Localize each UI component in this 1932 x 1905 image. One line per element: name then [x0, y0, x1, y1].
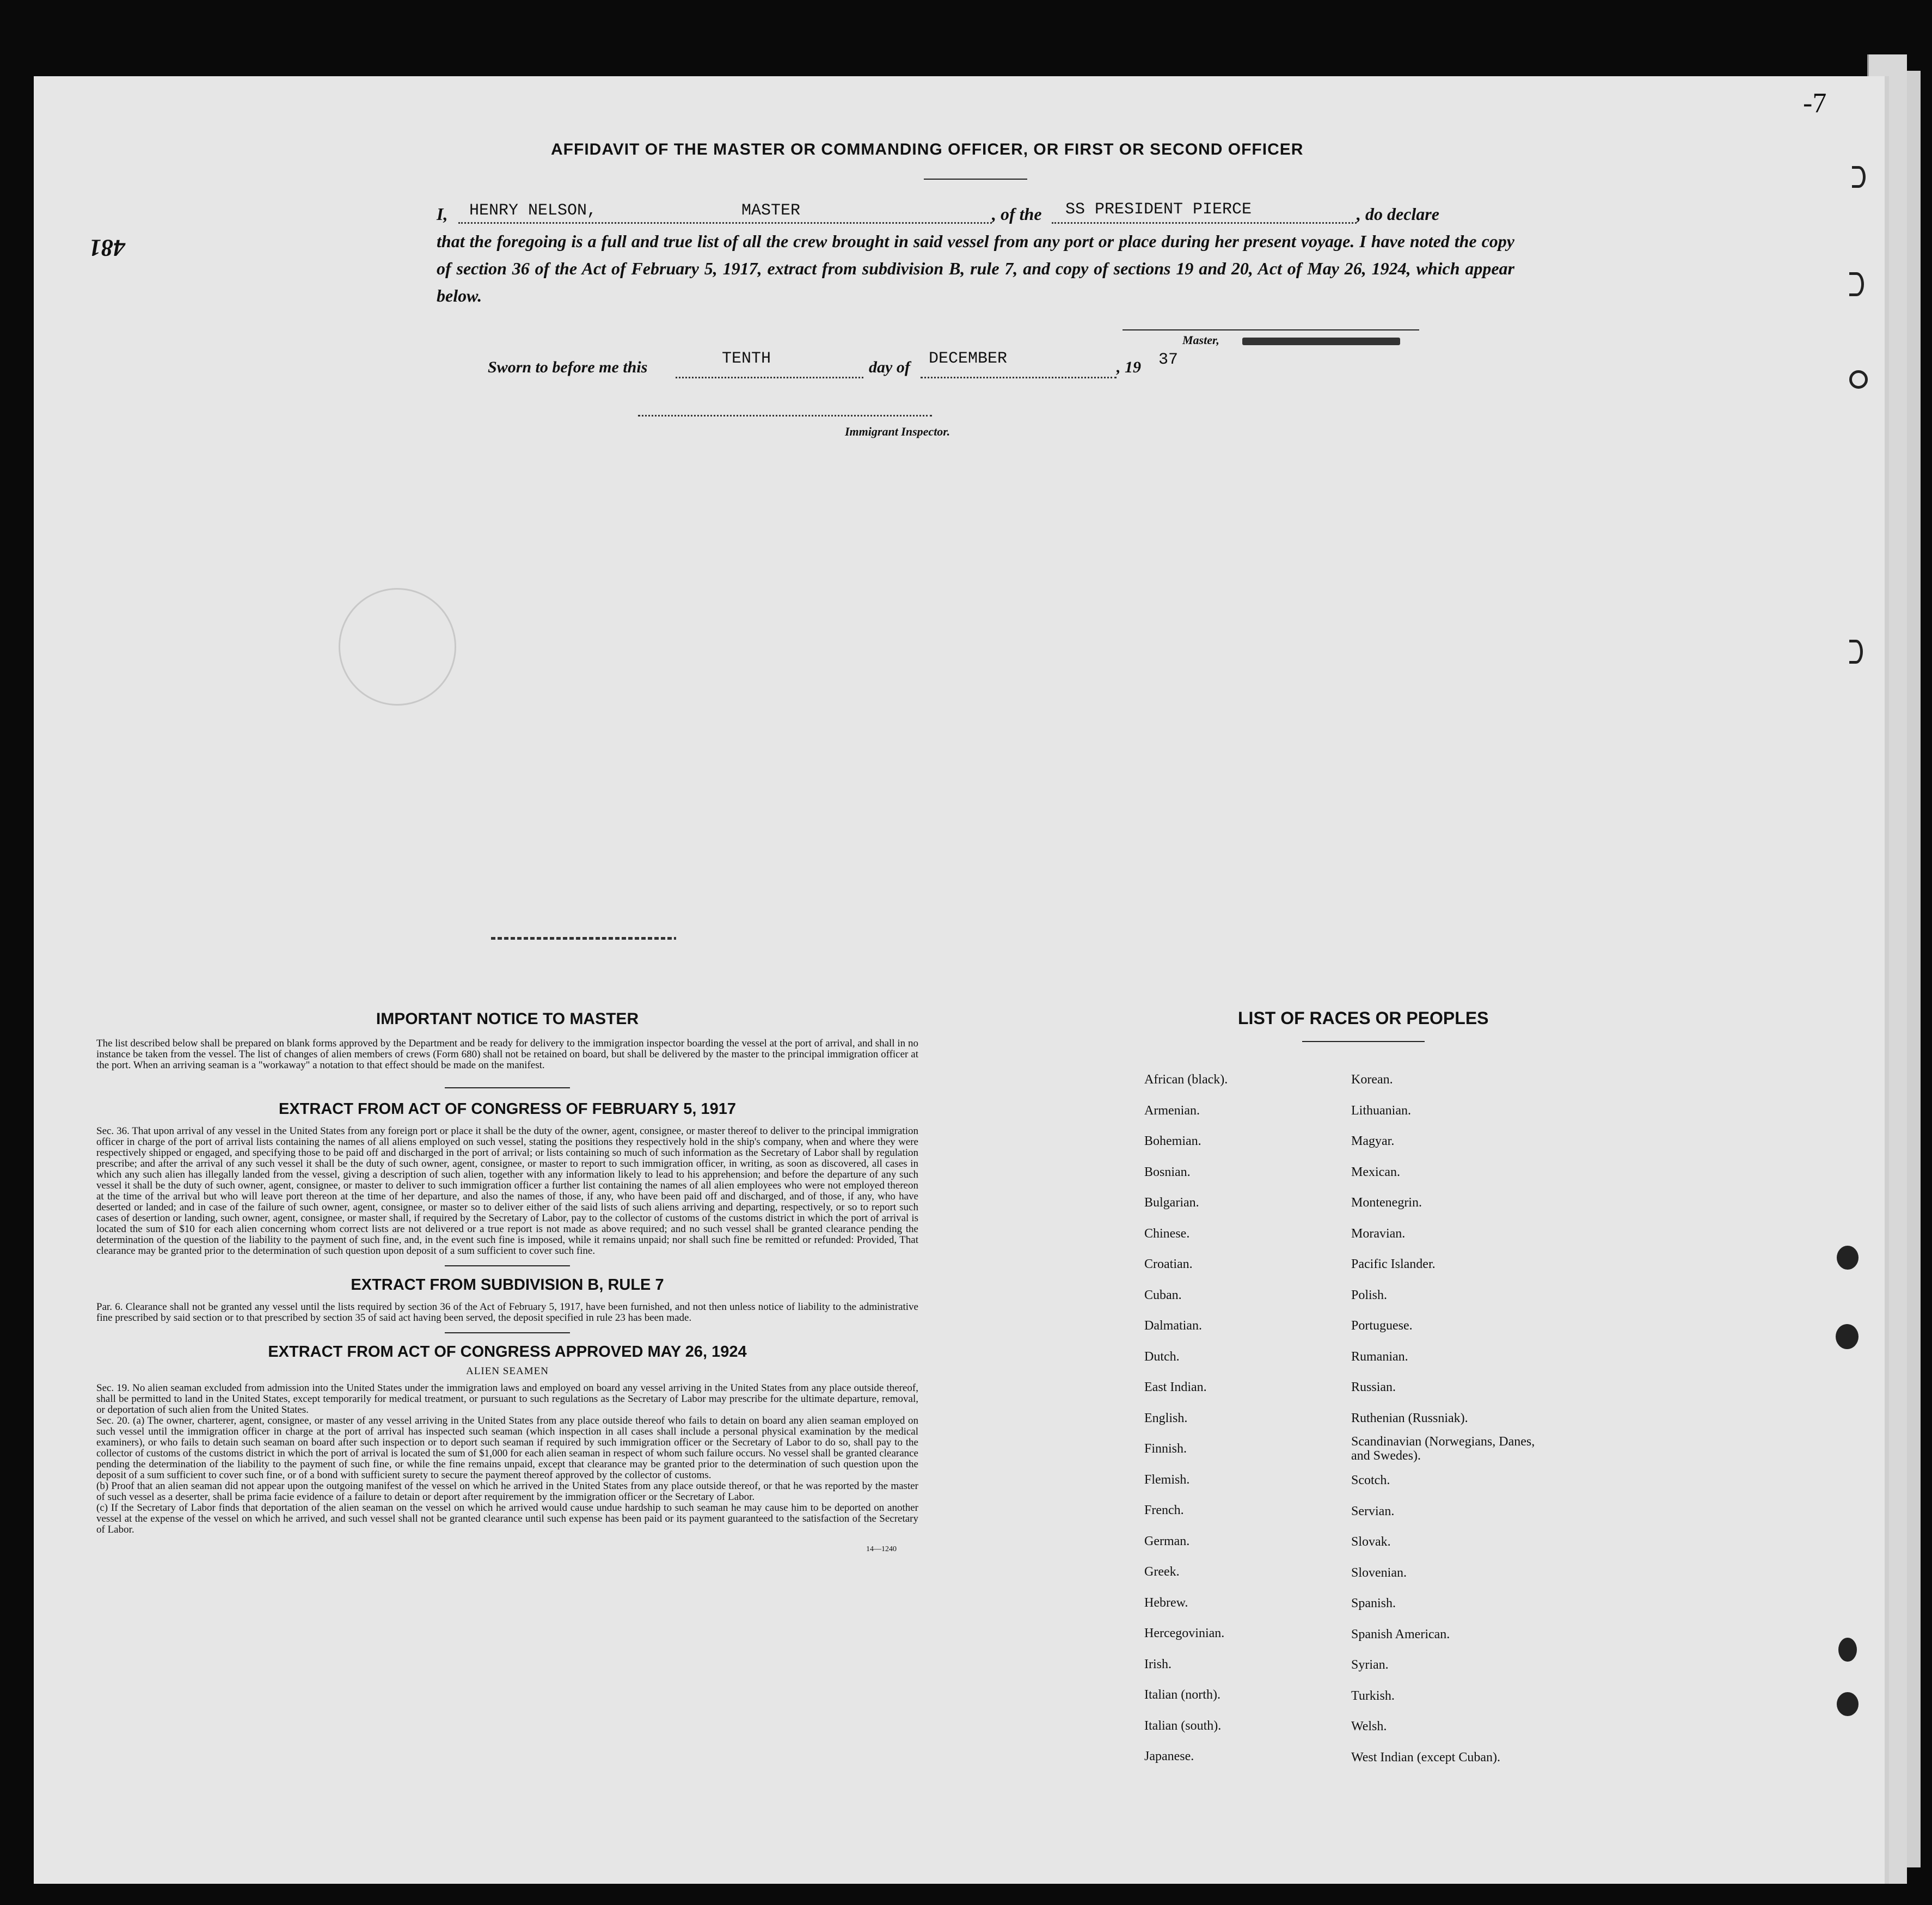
of-the-label: , of the — [992, 204, 1042, 224]
race-item: Bosnian. — [1144, 1165, 1191, 1179]
race-item: Japanese. — [1144, 1749, 1194, 1763]
race-item: Montenegrin. — [1351, 1196, 1422, 1210]
races-left-column — [1144, 1064, 1362, 1772]
race-item: Scotch. — [1351, 1473, 1390, 1487]
race-item: African (black). — [1144, 1073, 1228, 1087]
sworn-year: 37 — [1158, 351, 1179, 369]
race-item: Armenian. — [1144, 1103, 1200, 1118]
races-title: LIST OF RACES OR PEOPLES — [1238, 1008, 1489, 1028]
extract-1917-title: EXTRACT FROM ACT OF CONGRESS OF FEBRUARY 5, 1917 — [278, 1100, 737, 1118]
race-item: Welsh. — [1351, 1719, 1387, 1734]
race-item: Bulgarian. — [1144, 1196, 1199, 1210]
form-number: 14—1240 — [866, 1545, 897, 1553]
race-item: Russian. — [1351, 1380, 1396, 1394]
race-item: Portuguese. — [1351, 1319, 1413, 1333]
vessel-name: SS PRESIDENT PIERCE — [1065, 200, 1252, 219]
race-item: Polish. — [1351, 1288, 1388, 1302]
race-item: Dalmatian. — [1144, 1319, 1202, 1333]
race-item: Chinese. — [1144, 1226, 1190, 1241]
extract-rule7-title: EXTRACT FROM SUBDIVISION B, RULE 7 — [351, 1276, 664, 1294]
race-item: Slovak. — [1351, 1535, 1391, 1549]
race-item: Bohemian. — [1144, 1134, 1201, 1148]
binder-ring-mark — [1849, 272, 1864, 296]
extract-rule7-text: Par. 6. Clearance shall not be granted any vessel until the lists required by section 36 of the Act of February 5, 1917, have been furnished, and not then unless notice of liability to the administrative fine prescribed by said section or to that prescribed by section 35 of said act having been served, the deposit specified in rule 23 has been made. — [96, 1301, 918, 1324]
notice-block — [96, 1010, 918, 1554]
race-item: Scandinavian (Norwegians, Danes, and Swedes). — [1351, 1435, 1535, 1463]
affidavit-title: AFFIDAVIT OF THE MASTER OR COMMANDING OFFICER, OR FIRST OR SECOND OFFICER — [551, 140, 1304, 158]
extract-1917-text: Sec. 36. That upon arrival of any vessel in the United States from any foreign port or place it shall be the duty of the owner, agent, consignee, or master thereof to deliver to the principal immigration officer in charge of the port of arrival lists containing the names of all aliens employed on such vessel, stating the positions they respectively hold in the ship's company, when and where they were respectively shipped or engaged, and specifying those to be paid off and discharged in the port of arrival; or lists containing so much of such information as the Secretary of Labor shall by regulation prescribe; and after the arrival of any such vessel it shall be the duty of such owner, agent, consignee, or master to report to such immigration officer, in writing, as soon as discovered, all cases in which any such alien has illegally landed from the vessel, giving a description of such alien, together with any information likely to lead to his apprehension; and before the departure of any such vessel it shall be the duty of such owner, agent, consignee, or master to deliver to such immigration officer a further list containing the names of all alien employees who were not employed thereon at the time of the arrival but who will leave port thereon at the time of her departure, and also the names of those, if any, who have been paid off and discharged, and of those, if any, who have deserted or landed; and in case of the failure of such owner, agent, consignee, or master so to deliver either of the said lists of such aliens arriving and departing, respectively, or so to report such cases of desertion or landing, such owner, agent, consignee, or master shall, if required by the Secretary of Labor, pay to the collector of customs of the customs district in which the port of arrival is located the sum of $10 for each alien concerning whom correct lists are not delivered or a true report is not made as above required; and no such vessel shall be granted clearance pending the determination of the question of the liability to the payment of such fine, and, in the event such fine is imposed, while it remains unpaid; nor shall such fine be remitted or refunded: Provided, That clearance may be granted prior to the determination of such question upon deposit of a sum sufficient to cover such fine. — [96, 1125, 918, 1257]
sworn-line — [488, 350, 1223, 380]
race-item: Pacific Islander. — [1351, 1257, 1436, 1271]
race-item: Slovenian. — [1351, 1565, 1407, 1580]
race-item: Finnish. — [1144, 1442, 1187, 1456]
race-item: Rumanian. — [1351, 1349, 1408, 1364]
sworn-month: DECEMBER — [929, 350, 1008, 368]
binder-hole — [1837, 1246, 1859, 1270]
races-title-underline — [1302, 1041, 1425, 1042]
extract-1924-sec20c: (c) If the Secretary of Labor finds that deportation of the alien seaman on the vessel on which he arrived would cause undue hardship to such seaman he may cause him to be deported on another vessel at the expense of the vessel on which he arrived, and such vessel shall not be granted clearance until such expense has been paid or its payment guaranteed to the satisfaction of the Secretary of Labor. — [96, 1502, 918, 1535]
race-item: Croatian. — [1144, 1257, 1193, 1271]
race-item: Italian (south). — [1144, 1718, 1222, 1733]
faint-stamp — [339, 588, 456, 706]
race-item: Syrian. — [1351, 1658, 1389, 1672]
race-item: Lithuanian. — [1351, 1103, 1411, 1118]
declaration-body: that the foregoing is a full and true list of all the crew brought in said vessel from any port or place during her present voyage. I have noted the copy of section 36 of the Act of February 5, 1917, extract from subdivision B, rule 7, and copy of sections 19 and 20, Act of May 26, 1924, which appear below. — [437, 231, 1514, 305]
do-declare-label: , do declare — [1357, 204, 1439, 224]
race-item: Mexican. — [1351, 1165, 1400, 1179]
master-title: MASTER — [741, 201, 801, 220]
race-item: Greek. — [1144, 1565, 1180, 1579]
races-right-column — [1351, 1064, 1602, 1773]
race-item: Hercegovinian. — [1144, 1626, 1225, 1640]
struck-out-text — [1242, 338, 1400, 345]
binder-ring-mark — [1852, 166, 1866, 188]
race-item: Cuban. — [1144, 1288, 1182, 1302]
master-name: HENRY NELSON, — [469, 201, 597, 220]
notice-text: The list described below shall be prepared on blank forms approved by the Department and be ready for delivery to the immigration inspector boarding the vessel at the port of arrival, and shall in no instance be taken from the vessel. The list of changes of alien members of crews (Form 680) shall not be retained on board, but shall be delivered by the master to the principal immigration officer at the port. When an arriving seaman is a "workaway" a notation to that effect should be made on the manifest. — [96, 1038, 918, 1071]
extract-1924-sec20b: (b) Proof that an alien seaman did not appear upon the outgoing manifest of the vessel on which he arrived in the United States from any place outside thereof, or that he was reported by the master of such vessel as a deserter, shall be prima facie evidence of a failure to detain or deport after requirement by the immigration officer or the Secretary of Labor. — [96, 1480, 918, 1503]
race-item: Flemish. — [1144, 1472, 1190, 1487]
master-signature-line — [1123, 329, 1419, 330]
binder-hole — [1837, 1692, 1859, 1716]
race-item: Turkish. — [1351, 1688, 1395, 1703]
race-item: English. — [1144, 1411, 1188, 1425]
binder-ring-mark — [1849, 640, 1863, 664]
race-item: Dutch. — [1144, 1349, 1180, 1364]
binder-hole — [1836, 1324, 1859, 1349]
master-signature-label: Master, — [1182, 333, 1219, 347]
race-item: Spanish American. — [1351, 1627, 1450, 1641]
year-prefix: , 19 — [1117, 358, 1141, 376]
race-item: East Indian. — [1144, 1380, 1207, 1394]
race-item: German. — [1144, 1534, 1190, 1548]
affidavit-declaration — [437, 200, 1514, 309]
notice-title: IMPORTANT NOTICE TO MASTER — [376, 1010, 639, 1028]
race-item: West Indian (except Cuban). — [1351, 1750, 1500, 1765]
day-of-label: day of — [869, 358, 910, 376]
race-item: Korean. — [1351, 1073, 1393, 1087]
sworn-prefix: Sworn to before me this — [488, 358, 648, 376]
extract-1924-sec19: Sec. 19. No alien seaman excluded from admission into the United States under the immigration laws and employed on board any vessel arriving in the United States from any place outside thereof, shall be permitted to land in the United States, except temporarily for medical treatment, or pursuant to such regulations as the Secretary of Labor may prescribe for the ultimate departure, removal, or deportation of such alien from the United States. — [96, 1382, 918, 1416]
race-item: Irish. — [1144, 1657, 1172, 1671]
race-item: Hebrew. — [1144, 1595, 1188, 1610]
corner-mark: -7 — [1803, 88, 1827, 119]
race-item: French. — [1144, 1503, 1184, 1517]
sworn-day: TENTH — [722, 350, 771, 368]
race-item: Ruthenian (Russniak). — [1351, 1411, 1468, 1425]
document-page — [34, 76, 1889, 1884]
race-item: Italian (north). — [1144, 1688, 1220, 1702]
extract-1924-title: EXTRACT FROM ACT OF CONGRESS APPROVED MAY 26, 1924 — [268, 1343, 747, 1361]
race-item: Servian. — [1351, 1504, 1395, 1518]
title-underline — [924, 179, 1027, 180]
page-number: 481 — [89, 235, 125, 261]
binder-hole — [1838, 1638, 1857, 1662]
inspector-signature-line — [638, 415, 932, 416]
extract-1924-subtitle: ALIEN SEAMEN — [466, 1365, 549, 1377]
race-item: Spanish. — [1351, 1596, 1396, 1610]
ink-smudge — [491, 937, 676, 940]
binder-ring-mark — [1849, 370, 1868, 389]
inspector-label: Immigrant Inspector. — [845, 425, 950, 438]
declaration-prefix: I, — [437, 204, 448, 224]
extract-1924-sec20a: Sec. 20. (a) The owner, charterer, agent, consignee, or master of any vessel arriving in the United States from any place outside thereof who fails to detain on board any alien seaman employed on such vessel until the immigration officer in charge at the port of arrival has inspected such seaman (which inspection in all cases shall include a personal physical examination by the medical examiners), or who fails to detain such seaman on board after such inspection or to deport such seaman if required by such immigration officer or the Secretary of Labor to do so, shall pay to the collector of customs of the customs district in which the port of arrival is located the sum of $1,000 for each alien seaman in respect of whom such failure occurs. No vessel shall be granted clearance pending the determination of the liability to the payment of such fine, or while the fine remains unpaid, except that clearance may be granted prior to the determination of such question upon the deposit of a sum sufficient to cover such fine, or of a bond with sufficient surety to secure the payment thereof approved by the collector of customs. — [96, 1415, 918, 1481]
race-item: Moravian. — [1351, 1226, 1406, 1241]
race-item: Magyar. — [1351, 1134, 1395, 1148]
